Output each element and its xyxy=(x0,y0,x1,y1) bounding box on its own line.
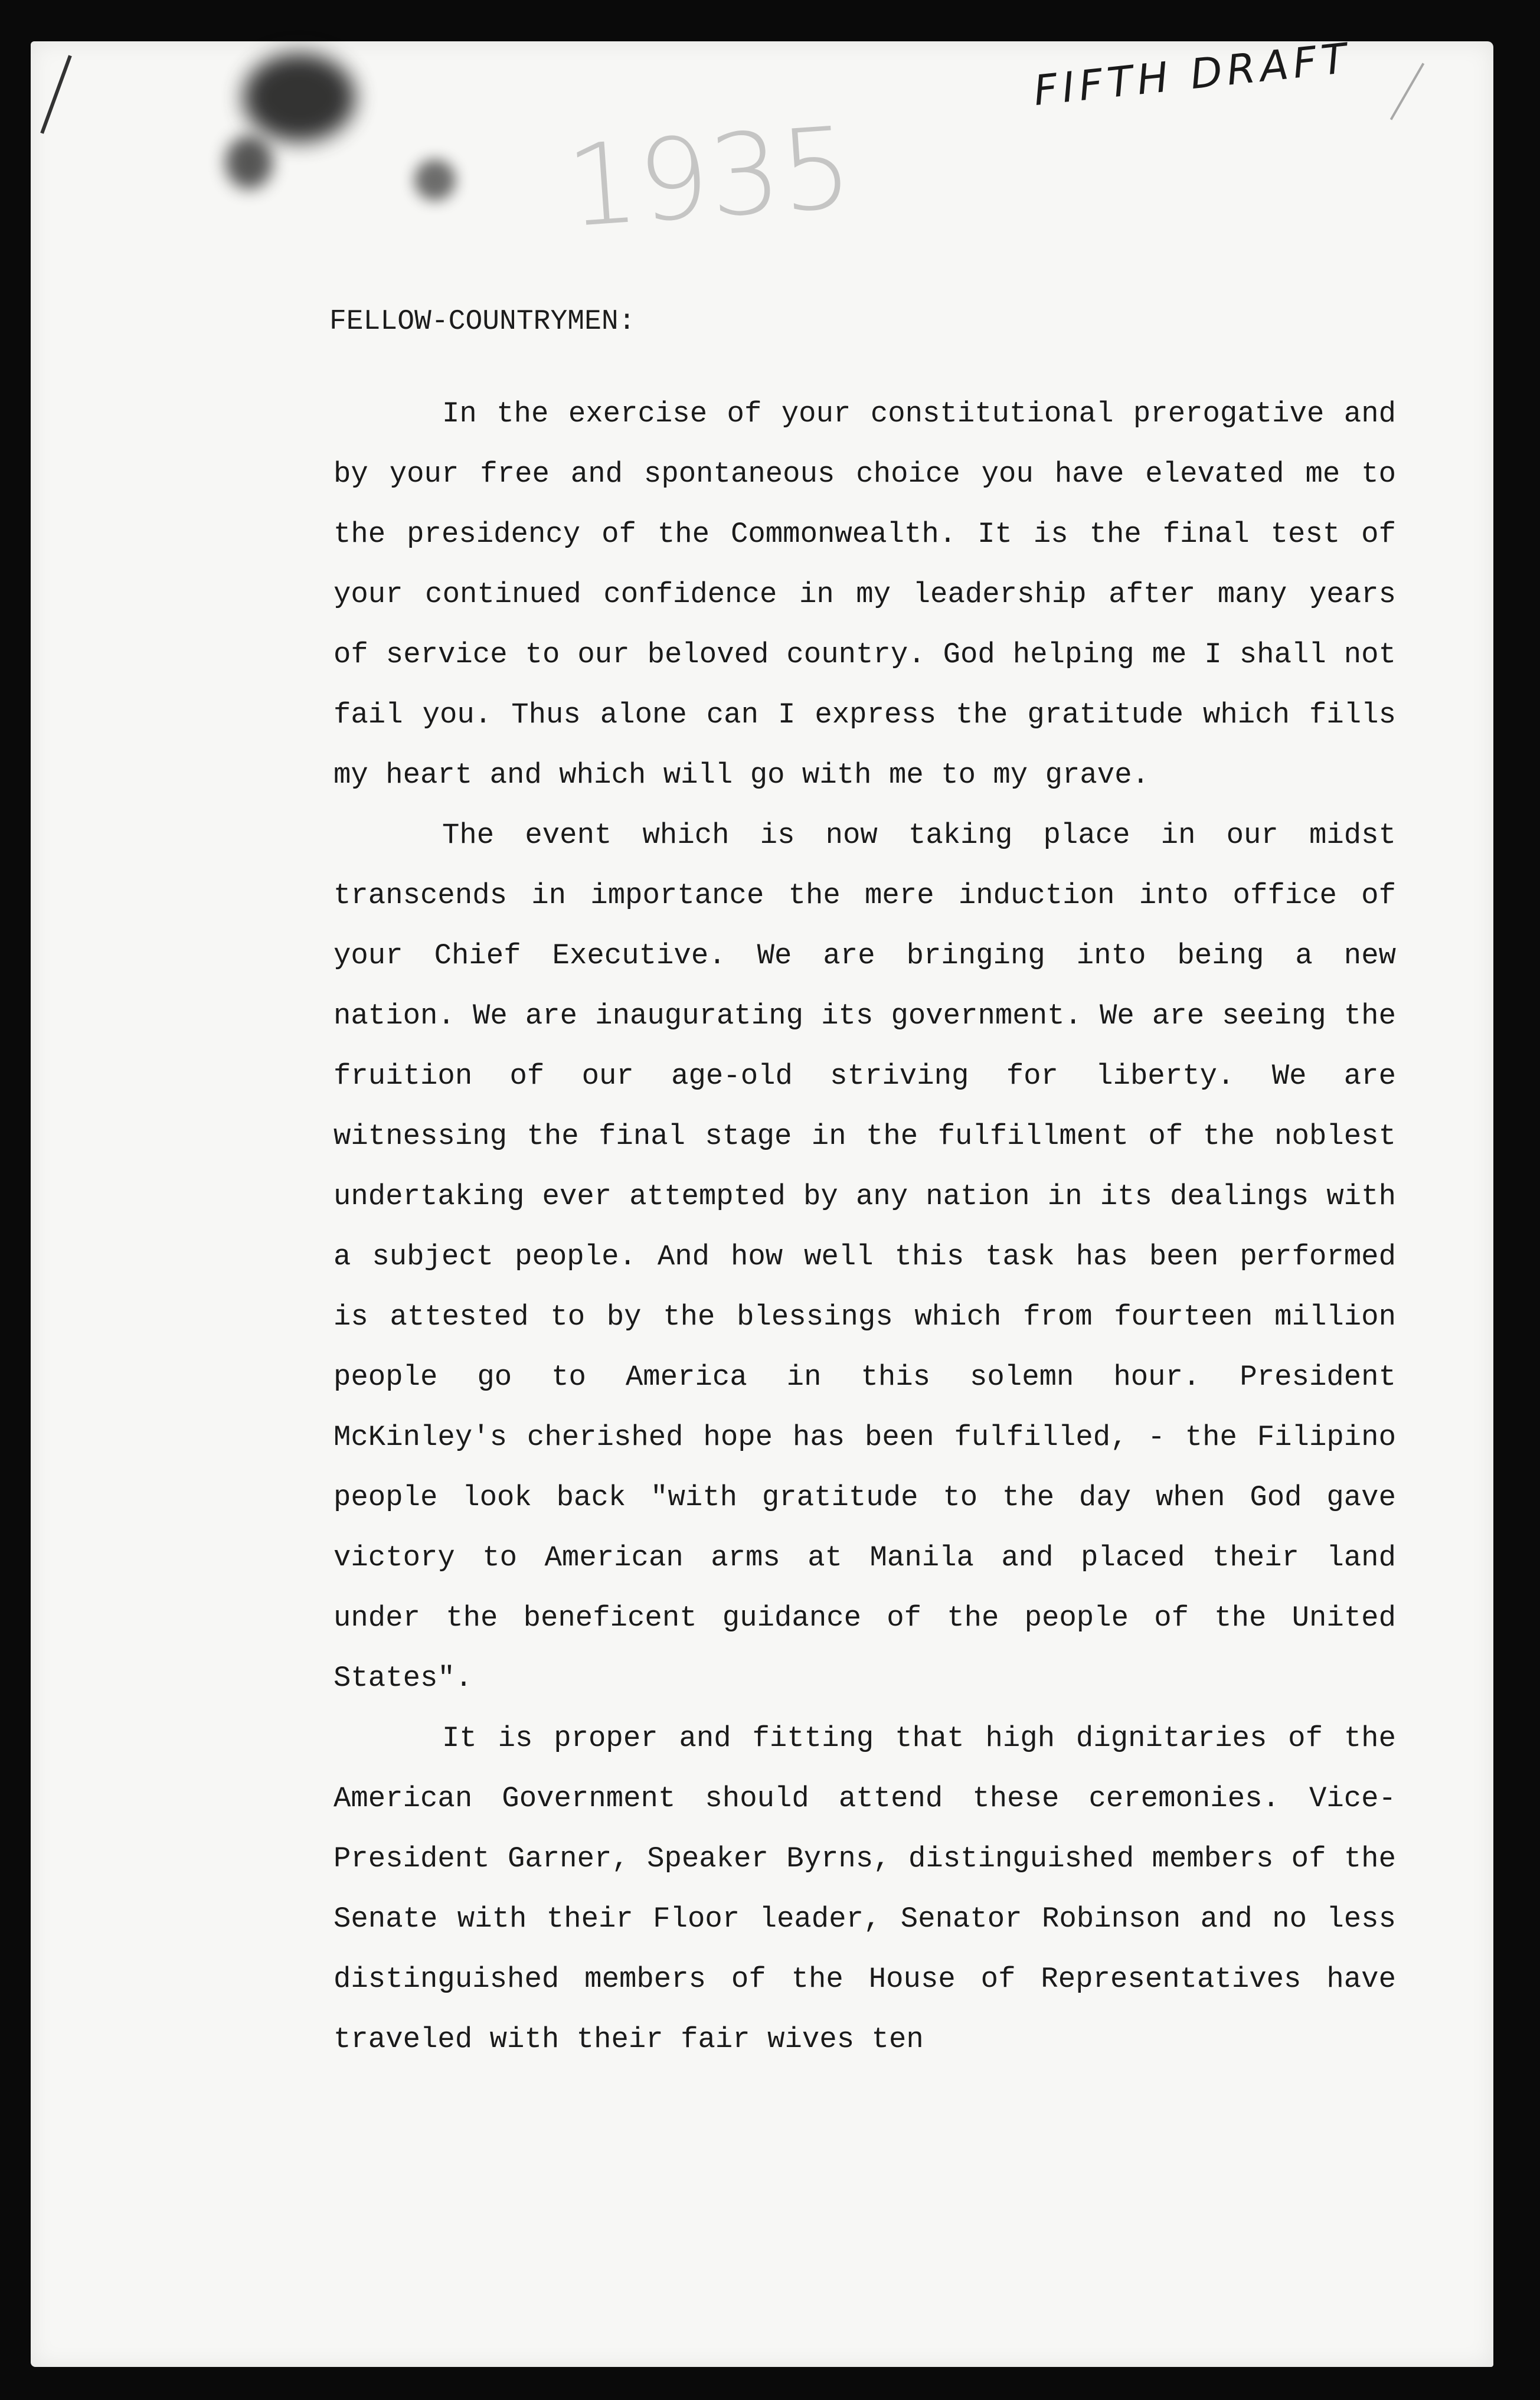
paragraph: It is proper and fitting that high dignitaries of the American Government should attend these ceremonies. Vice-President Garner, Speaker Byrns, distinguished members of the Senate with their Floor leader, Senator Robinson and no less distinguished members of the House of Representatives have traveled with their fair wives ten xyxy=(333,1722,1396,2056)
paragraph: In the exercise of your constitutional prerogative and by your free and spontaneous choice you have elevated me to the presidency of the Commonwealth. It is the final test of your continued confidence in my leadership after many years of service to our beloved country. God helping me I shall not fail you. Thus alone can I express the gratitude which fills my heart and which will go with me to my grave. xyxy=(333,397,1396,792)
ink-stain xyxy=(225,136,273,189)
ink-stain xyxy=(243,53,355,142)
salutation: FELLOW-COUNTRYMEN: xyxy=(329,306,636,338)
body-text xyxy=(333,384,1396,2069)
ink-stain xyxy=(414,159,456,201)
draft-annotation: FIFTH DRAFT xyxy=(1031,33,1354,116)
paragraph: The event which is now taking place in our midst transcends in importance the mere induction into office of your Chief Executive. We are bringing into being a new nation. We are inaugurating its government. We are seeing the fruition of our age-old striving for liberty. We are witnessing the final stage in the fulfillment of the noblest undertaking ever attempted by any nation in its dealings with a subject people. And how well this task has been performed is attested to by the blessings which from fourteen million people go to America in this solemn hour. President McKinley's cherished hope has been fulfilled, - the Filipino people look back "with gratitude to the day when God gave victory to American arms at Manila and placed their land under the beneficent guidance of the people of the United States". xyxy=(333,819,1396,1695)
year-annotation: 1935 xyxy=(562,102,856,253)
scratch-mark xyxy=(1390,63,1424,120)
scratch-mark xyxy=(40,55,72,134)
